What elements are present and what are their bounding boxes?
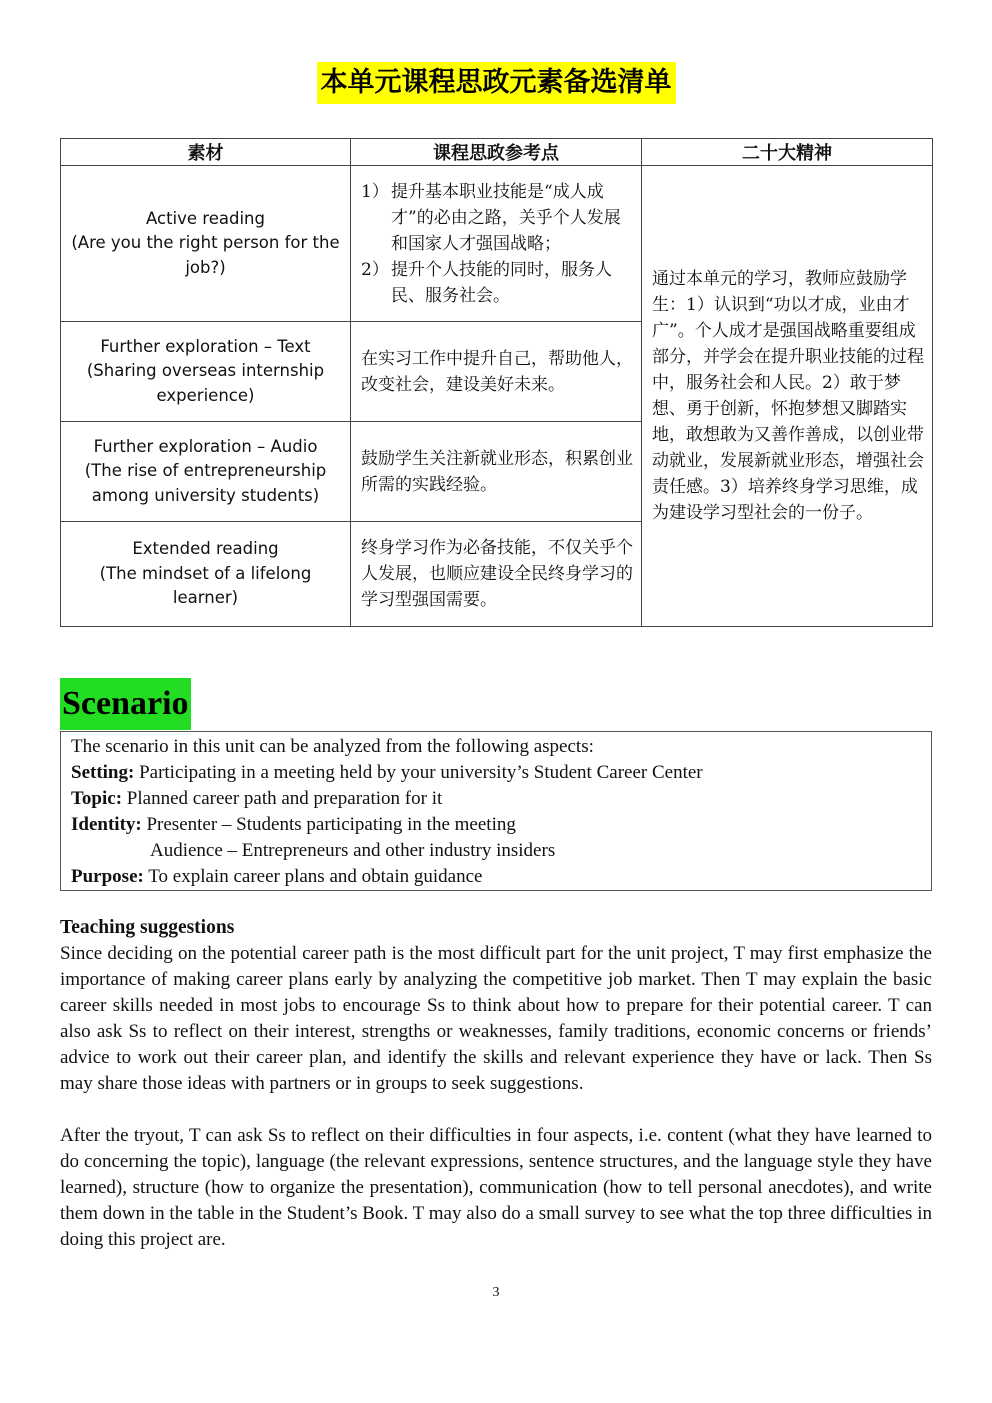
material-subtitle: (The rise of entrepreneurship <box>84 461 327 481</box>
table-row <box>61 166 933 322</box>
point-text: 提升基本职业技能是“成人成才”的必由之路，关乎个人发展和国家人才强国战略； <box>391 181 621 254</box>
identity-label: Identity: <box>71 814 142 835</box>
material-cell <box>61 322 351 422</box>
teaching-paragraph: Since deciding on the potential career path is the most difficult part for the unit project, T may first emphasize the importance of making career plans early by analyzing the competitive job market. Then T may explain the basic career skills needed in most jobs to encourage Ss to think about how to prepare for their potential career. T can also ask Ss to reflect on their interest, strengths or weaknesses, family traditions, economic concerns or friends’ advice to work out their career plan, and identify the skills and relevant experience they have or lack. Then Ss may share those ideas with partners or in groups to seek suggestions. <box>60 943 932 1094</box>
material-cell <box>61 166 351 322</box>
page-title: 本单元课程思政元素备选清单 <box>317 62 676 104</box>
teaching-suggestions-heading: Teaching suggestions <box>60 917 235 938</box>
topic-text: Planned career path and preparation for it <box>126 788 443 809</box>
scenario-identity-audience: Audience – Entrepreneurs and other industry insiders <box>150 840 556 861</box>
point-text: 提升个人技能的同时，服务人民、服务社会。 <box>391 259 612 306</box>
table-header-row <box>61 139 933 166</box>
scenario-intro: The scenario in this unit can be analyzed from the following aspects: <box>71 736 594 757</box>
point-number: 1） <box>361 181 389 202</box>
ideological-elements-table <box>60 138 933 627</box>
setting-label: Setting: <box>71 762 135 783</box>
scenario-setting <box>71 760 931 786</box>
header-spirit: 二十大精神 <box>642 139 933 166</box>
material-subtitle: (The mindset of a lifelong <box>99 563 312 583</box>
page-number: 3 <box>492 1285 500 1300</box>
material-subtitle: (Sharing overseas internship <box>86 361 325 381</box>
material-cell <box>61 422 351 522</box>
scenario-purpose <box>71 864 931 890</box>
topic-label: Topic: <box>71 788 123 809</box>
scenario-identity <box>71 812 931 838</box>
setting-text: Participating in a meeting held by your university’s Student Career Center <box>139 762 703 783</box>
scenario-heading: Scenario <box>60 678 191 730</box>
spirit-cell: 通过本单元的学习，教师应鼓励学生：1）认识到“功以才成，业由才广”。个人成才是强国战略重要组成部分，并学会在提升职业技能的过程中，服务社会和人民。2）敢于梦想、勇于创新，怀抱梦想又脚踏实地，敢想敢为又善作善成，以创业带动就业，发展新就业形态，增强社会责任感。3）培养终身学习思维，成为建设学习型社会的一份子。 <box>642 166 933 627</box>
material-subtitle: experience) <box>156 385 255 405</box>
material-subtitle: (Are you the right person for the <box>71 233 340 253</box>
page-title-wrap <box>0 62 992 104</box>
material-cell <box>61 522 351 627</box>
header-reference-points: 课程思政参考点 <box>351 139 642 166</box>
material-subtitle: among university students) <box>91 485 320 505</box>
identity-presenter: Presenter – Students participating in the meeting <box>146 814 516 835</box>
scenario-topic <box>71 786 931 812</box>
material-subtitle: learner) <box>172 588 239 608</box>
material-title: Active reading <box>146 208 265 228</box>
purpose-label: Purpose: <box>71 866 144 887</box>
reference-points-cell: 鼓励学生关注新就业形态，积累创业所需的实践经验。 <box>351 422 642 522</box>
material-subtitle: job?) <box>185 257 226 277</box>
material-title: Extended reading <box>132 539 279 559</box>
purpose-text: To explain career plans and obtain guidance <box>148 866 483 887</box>
material-title: Further exploration – Text <box>100 336 311 356</box>
point-item <box>361 179 633 257</box>
reference-points-cell: 终身学习作为必备技能，不仅关乎个人发展，也顺应建设全民终身学习的学习型强国需要。 <box>351 522 642 627</box>
point-number: 2） <box>361 259 389 280</box>
scenario-heading-wrap <box>60 678 191 730</box>
reference-points-cell <box>351 166 642 322</box>
scenario-box <box>60 731 932 891</box>
teaching-paragraph: After the tryout, T can ask Ss to reflect on their difficulties in four aspects, i.e. content (what they have learned to do concerning the topic), language (the relevant expressions, sentence structures, and the language style they have learned), structure (how to organize the presentation), communication (how to tell personal anecdotes), and write them down in the table in the Student’s Book. T may also do a small survey to see what the top three difficulties in doing this project are. <box>60 1125 932 1250</box>
reference-points-cell: 在实习工作中提升自己，帮助他人，改变社会，建设美好未来。 <box>351 322 642 422</box>
material-title: Further exploration – Audio <box>93 436 318 456</box>
header-material: 素材 <box>61 139 351 166</box>
point-item <box>361 257 633 309</box>
